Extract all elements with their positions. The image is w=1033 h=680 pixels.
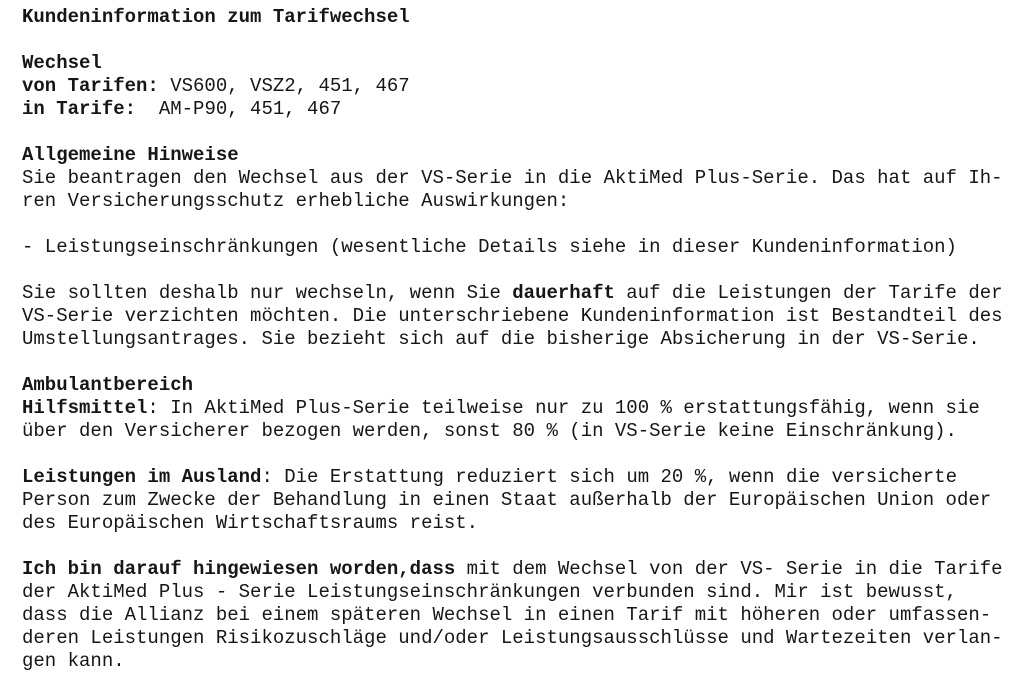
body-text-segment: Sie sollten deshalb nur wechseln, wenn Sie: [22, 282, 513, 304]
bold-text-segment: dauerhaft: [512, 282, 615, 304]
bold-text-segment: Wechsel: [22, 52, 102, 74]
body-text-segment: : In AktiMed Plus-Serie teilweise nur zu 100 % erstattungsfähig, wenn sie: [147, 397, 980, 419]
text-line: [22, 236, 1023, 259]
body-text-segment: Person zum Zwecke der Behandlung in einen Staat außerhalb der Europäischen Union oder: [22, 489, 992, 511]
text-line: [22, 167, 1023, 190]
bold-text-segment: in Tarife:: [22, 98, 137, 120]
bold-text-segment: Leistungen im Ausland: [22, 466, 262, 488]
body-text-segment: AM-P90, 451, 467: [136, 98, 342, 120]
blank-line: [22, 443, 1023, 466]
bold-text-segment: Kundeninformation zum Tarifwechsel: [22, 6, 410, 28]
blank-line: [22, 535, 1023, 558]
text-line: [22, 466, 1023, 489]
body-text-segment: deren Leistungen Risikozuschläge und/oder Leistungsausschlüsse und Wartezeiten verlan-: [22, 627, 1003, 649]
body-text-segment: - Leistungseinschränkungen (wesentliche Details siehe in dieser Kundeninformation): [22, 236, 957, 258]
text-line: [22, 420, 1023, 443]
body-text-segment: des Europäischen Wirtschaftsraums reist.: [22, 512, 479, 534]
text-line: [22, 627, 1023, 650]
body-text-segment: VS-Serie verzichten möchten. Die unterschriebene Kundeninformation ist Bestandteil des: [22, 305, 1003, 327]
text-line: [22, 282, 1023, 305]
body-text-segment: auf die Leistungen der Tarife der: [614, 282, 1003, 304]
text-line: [22, 305, 1023, 328]
body-text-segment: gen kann.: [22, 650, 125, 672]
text-line: [22, 604, 1023, 627]
text-line: [22, 581, 1023, 604]
body-text-segment: über den Versicherer bezogen werden, sonst 80 % (in VS-Serie keine Einschränkung).: [22, 420, 957, 442]
bold-text-segment: Ambulantbereich: [22, 374, 194, 396]
body-text-segment: Sie beantragen den Wechsel aus der VS-Serie in die AktiMed Plus-Serie. Das hat auf Ih-: [22, 167, 1003, 189]
text-line: [22, 328, 1023, 351]
text-line: [22, 489, 1023, 512]
body-text-segment: : Die Erstattung reduziert sich um 20 %, wenn die versicherte: [261, 466, 957, 488]
text-line: [22, 397, 1023, 420]
body-text-segment: mit dem Wechsel von der VS- Serie in die Tarife: [455, 558, 1003, 580]
text-line: [22, 374, 1023, 397]
text-line: [22, 75, 1023, 98]
bold-text-segment: von Tarifen:: [22, 75, 159, 97]
body-text-segment: Umstellungsantrages. Sie bezieht sich auf die bisherige Absicherung in der VS-Serie.: [22, 328, 980, 350]
blank-line: [22, 351, 1023, 374]
text-line: [22, 512, 1023, 535]
blank-line: [22, 213, 1023, 236]
text-line: [22, 558, 1023, 581]
body-text-segment: VS600, VSZ2, 451, 467: [158, 75, 410, 97]
body-text-segment: dass die Allianz bei einem späteren Wechsel in einen Tarif mit höheren oder umfassen-: [22, 604, 992, 626]
text-line: [22, 144, 1023, 167]
bold-text-segment: Allgemeine Hinweise: [22, 144, 239, 166]
bold-text-segment: Hilfsmittel: [22, 397, 148, 419]
body-text-segment: ren Versicherungsschutz erhebliche Auswirkungen:: [22, 190, 570, 212]
text-line: [22, 6, 1023, 29]
blank-line: [22, 121, 1023, 144]
text-line: [22, 190, 1023, 213]
text-line: [22, 98, 1023, 121]
blank-line: [22, 259, 1023, 282]
blank-line: [22, 29, 1023, 52]
text-line: [22, 650, 1023, 673]
text-line: [22, 52, 1023, 75]
body-text-segment: der AktiMed Plus - Serie Leistungseinschränkungen verbunden sind. Mir ist bewusst,: [22, 581, 957, 603]
bold-text-segment: Ich bin darauf hingewiesen worden,dass: [22, 558, 456, 580]
